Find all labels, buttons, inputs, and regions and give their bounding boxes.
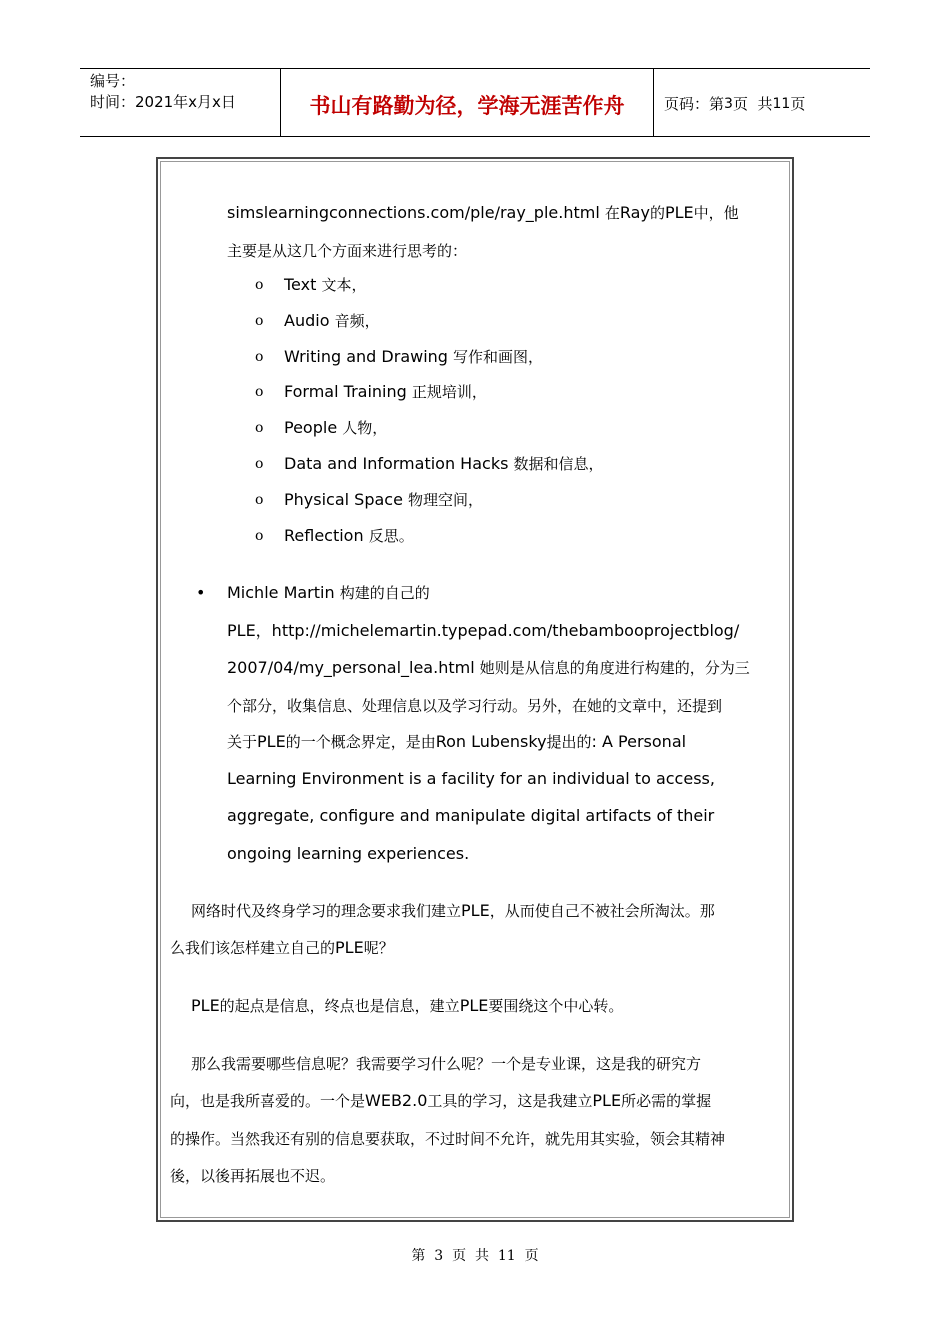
intro-ray: Ray	[619, 203, 650, 222]
item-en: Audio	[284, 311, 335, 330]
p3-a: 向，也是我所喜爱的。一个是	[170, 1092, 366, 1110]
p2-a: 的起点是信息，终点也是信息，建立	[219, 997, 460, 1015]
page-header	[80, 68, 870, 137]
sub-marker: o	[255, 456, 264, 472]
michle-line-3	[227, 657, 750, 679]
list-item	[284, 346, 543, 368]
item-cn: 音频，	[334, 312, 380, 330]
p1-ple: PLE	[461, 901, 490, 920]
intro-cn-b: 的	[649, 204, 665, 222]
p2-ple2: PLE	[459, 996, 489, 1015]
p2-b: 要围绕这个中心转。	[488, 997, 624, 1015]
michle5-ron: Ron Lubensky	[435, 732, 547, 751]
para3-line-3: 的操作。当然我还有别的信息要获取，不过时间不允许，就先用其实验，领会其精神	[170, 1130, 726, 1148]
header-number-label: 编号：	[90, 72, 136, 90]
p3-b: 工具的学习，这是我建立	[427, 1092, 593, 1110]
michle-line-1	[227, 582, 430, 604]
p2-ple: PLE	[191, 996, 220, 1015]
michle-line-2: PLE，http://michelemartin.typepad.com/thebambooprojectblog/	[227, 621, 740, 640]
michle5-cn-a: 关于	[227, 733, 258, 751]
item-en: Formal Training	[284, 382, 412, 401]
p3-web: WEB2.0	[365, 1091, 428, 1110]
item-cn: 数据和信息，	[513, 455, 604, 473]
item-cn: 反思。	[368, 527, 414, 545]
p3-ple: PLE	[592, 1091, 622, 1110]
intro-line-1	[227, 202, 739, 224]
michle5-cn-c: 提出的	[546, 733, 592, 751]
p1-2a: 么我们该怎样建立自己的	[170, 939, 336, 957]
michle5-en3: : A Personal	[591, 732, 687, 751]
sub-marker: o	[255, 492, 264, 508]
michle-name: Michle Martin	[227, 583, 340, 602]
para1-line-2	[170, 937, 394, 959]
item-en: People	[284, 418, 343, 437]
p1-2b: 呢？	[363, 939, 394, 957]
page-suffix: 页	[790, 95, 806, 113]
intro-cn-c: 中，他	[693, 204, 739, 222]
sub-marker: o	[255, 277, 264, 293]
michle-line-8: ongoing learning experiences.	[227, 844, 470, 863]
item-en: Reflection	[284, 526, 369, 545]
list-item	[284, 525, 414, 547]
header-date: 时间：2021年x月x日	[90, 93, 236, 111]
michle-line-5	[227, 731, 686, 753]
header-page-info	[654, 69, 870, 136]
para2	[191, 995, 623, 1017]
michle5-ple: PLE	[257, 732, 286, 751]
para1-line-1	[191, 900, 715, 922]
item-cn: 人物，	[342, 419, 388, 437]
michle-line-4: 个部分，收集信息、处理信息以及学习行动。另外，在她的文章中，还提到	[227, 697, 723, 715]
item-cn: 正规培训，	[411, 383, 487, 401]
item-en: Writing and Drawing	[284, 347, 454, 366]
para3-line-1: 那么我需要哪些信息呢？我需要学习什么呢？一个是专业课，这是我的研究方	[191, 1055, 702, 1073]
michle-line-6: Learning Environment is a facility for an individual to access,	[227, 769, 715, 788]
sub-marker: o	[255, 528, 264, 544]
sub-marker: o	[255, 349, 264, 365]
michle-cn: 构建的自己的	[339, 584, 430, 602]
michle-url-end: 2007/04/my_personal_lea.html	[227, 658, 480, 677]
item-cn: 写作和画图，	[453, 348, 544, 366]
item-en: Text	[284, 275, 322, 294]
michle-line-7: aggregate, configure and manipulate digital artifacts of their	[227, 806, 715, 825]
list-item	[284, 381, 487, 403]
intro-line-2: 主要是从这几个方面来进行思考的：	[227, 242, 468, 260]
list-item	[284, 274, 366, 296]
list-item	[284, 310, 380, 332]
michle-cn-desc: 她则是从信息的角度进行构建的，分为三	[479, 659, 750, 677]
michle5-cn-b: 的一个概念界定，是由	[285, 733, 436, 751]
item-cn: 文本，	[321, 276, 367, 294]
page-prefix: 页码：第	[664, 95, 725, 113]
list-item	[284, 453, 604, 475]
item-en: Physical Space	[284, 490, 409, 509]
bullet-marker: •	[196, 583, 206, 602]
intro-cn-a: 在	[604, 204, 620, 222]
header-motto: 书山有路勤为径，学海无涯苦作舟	[280, 69, 654, 136]
p1-2-ple: PLE	[335, 938, 364, 957]
page-mid: 页 共	[732, 95, 773, 113]
item-en: Data and Information Hacks	[284, 454, 514, 473]
item-cn: 物理空间，	[408, 491, 484, 509]
list-item	[284, 489, 483, 511]
p1-a: 网络时代及终身学习的理念要求我们建立	[191, 902, 462, 920]
sub-marker: o	[255, 313, 264, 329]
intro-ple: PLE	[664, 203, 694, 222]
page-footer: 第 3 页 共 11 页	[411, 1248, 539, 1264]
sub-marker: o	[255, 384, 264, 400]
intro-url: simslearningconnections.com/ple/ray_ple.html	[227, 203, 605, 222]
para3-line-4: 後，以後再拓展也不迟。	[170, 1167, 336, 1185]
header-meta	[80, 69, 280, 136]
page-total: 11	[772, 95, 791, 112]
p1-b: ，从而使自己不被社会所淘汰。那	[489, 902, 715, 920]
para3-line-2	[170, 1090, 711, 1112]
sub-marker: o	[255, 420, 264, 436]
page-current: 3	[724, 95, 733, 112]
list-item	[284, 417, 387, 439]
p3-c: 所必需的掌握	[621, 1092, 712, 1110]
